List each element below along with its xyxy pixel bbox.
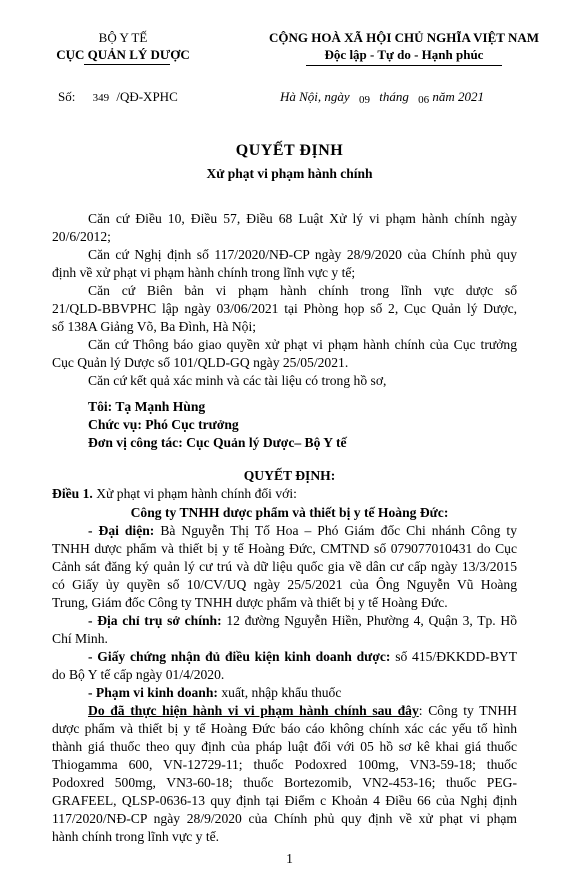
issue-date-day: 09 (358, 94, 370, 106)
decision-heading: QUYẾT ĐỊNH: (243, 468, 336, 483)
violator-details (52, 522, 517, 846)
doc-number-suffix: /QĐ-XPHC (116, 89, 178, 104)
business-scope-label: - Phạm vi kinh doanh: (88, 685, 218, 700)
document-subtitle: Xử phạt vi phạm hành chính (206, 166, 373, 181)
violation-line-5: Podoxred 500mg, VN3-60-18; thuốc Bortezomib, VN2-453-16; thuốc PEG- (52, 775, 517, 790)
representative-line-3: Cảnh sát đăng ký quản lý cư trú và dữ liệu quốc gia về dân cư cấp ngày 13/3/2015 (52, 559, 517, 574)
violation-line-7: 117/2020/NĐ-CP ngày 28/9/2020 của Chính phủ quy định về xử phạt vi phạm (52, 811, 517, 826)
issue-date-month-label: tháng (379, 89, 409, 104)
violation-line-1: Do đã thực hiện hành vi vi phạm hành chính sau đây: Công ty TNHH (88, 703, 517, 718)
agency-name-text: CỤC QUẢN LÝ DƯỢC (56, 47, 190, 62)
violation-line-2: dược phẩm và thiết bị y tế Hoàng Đức báo cáo không chính xác các yếu tố hình (52, 721, 517, 736)
legal-basis-2-line-2: định về xử phạt vi phạm hành chính trong lĩnh vực y tế; (52, 265, 356, 280)
agency-underline (84, 64, 170, 65)
representative-line-5: Trung, Giám đốc Công ty TNHH dược phẩm và thiết bị y tế Hoàng Đức. (52, 595, 448, 610)
document-title: QUYẾT ĐỊNH (235, 142, 344, 159)
violation-line-8: hành chính trong lĩnh vực y tế. (52, 829, 220, 844)
certificate-label: - Giấy chứng nhận đủ điều kiện kinh doanh dược: (88, 649, 391, 664)
legal-basis-4-line-2: Cục Quản lý Dược số 101/QLD-GQ ngày 25/05/2021. (52, 355, 349, 370)
legal-basis-3-line-2: 21/QLD-BBVPHC lập ngày 03/06/2021 tại Phòng họp số 2, Cục Quản lý Dược, (52, 301, 517, 316)
ministry-name: BỘ Y TẾ (98, 30, 148, 45)
legal-basis-1-line-2: 20/6/2012; (52, 229, 111, 244)
legal-basis-5-line-1: Căn cứ kết quả xác minh và các tài liệu có trong hồ sơ, (88, 373, 387, 388)
violation-line-4: Thiogamma 600, VN-12729-11; thuốc Podoxred 100mg, VN3-59-18; thuốc (52, 757, 517, 772)
country-name: CỘNG HOÀ XÃ HỘI CHỦ NGHĨA VIỆT NAM (268, 30, 540, 45)
issue-date (280, 89, 484, 106)
issue-date-year: năm 2021 (432, 89, 484, 104)
agency-name (48, 47, 198, 63)
legal-bases (52, 210, 517, 390)
issue-date-month: 06 (418, 94, 430, 106)
certificate-line-1: - Giấy chứng nhận đủ điều kiện kinh doanh dược: số 415/ĐKKDD-BYT (88, 649, 518, 664)
doc-number-value: 349 (92, 92, 110, 104)
violation-line-3: thành giá thuốc theo quy định của pháp luật đối với 05 hồ sơ kê khai giá thuốc (52, 739, 517, 754)
page-number: 1 (286, 851, 293, 866)
national-motto: Độc lập - Tự do - Hạnh phúc (324, 47, 484, 62)
violator-company: Công ty TNHH dược phẩm và thiết bị y tế Hoàng Đức: (130, 505, 449, 520)
legal-basis-3-line-3: số 138A Giảng Võ, Ba Đình, Hà Nội; (52, 319, 257, 334)
article-1-text: Xử phạt vi phạm hành chính đối với: (96, 486, 297, 501)
article-1-label: Điều 1. (52, 486, 93, 501)
violation-line-6: GRAFEEL, QLSP-0636-13 quy định tại Điểm c Khoản 4 Điều 66 của Nghị định (52, 793, 517, 808)
address-line-1: - Địa chỉ trụ sở chính: 12 đường Nguyễn Hiền, Phường 4, Quận 3, Tp. Hồ (88, 613, 517, 628)
legal-basis-2-line-1: Căn cứ Nghị định số 117/2020/NĐ-CP ngày 28/9/2020 của Chính phủ quy (88, 247, 517, 262)
motto-underline (306, 65, 502, 66)
signer-name: Tôi: Tạ Mạnh Hùng (88, 399, 206, 414)
address-label: - Địa chỉ trụ sở chính: (88, 613, 222, 628)
representative-line-4: có Giấy ủy quyền số 10/CV/UQ ngày 25/5/2021 của Ông Nguyễn Vũ Hoàng (52, 577, 517, 592)
doc-number-label: Số: (58, 89, 76, 104)
legal-basis-4-line-1: Căn cứ Thông báo giao quyền xử phạt vi phạm hành chính của Cục trưởng (88, 337, 517, 352)
representative-line-1: - Đại diện: Bà Nguyễn Thị Tố Hoa – Phó Giám đốc Chi nhánh Công ty (88, 523, 518, 538)
signer-position: Chức vụ: Phó Cục trưởng (88, 417, 239, 432)
violation-label: Do đã thực hiện hành vi vi phạm hành chính sau đây (88, 703, 419, 718)
issue-date-place: Hà Nội, ngày (280, 89, 350, 104)
doc-number (58, 89, 178, 106)
certificate-line-2: do Bộ Y tế cấp ngày 01/4/2020. (52, 667, 225, 682)
legal-basis-1-line-1: Căn cứ Điều 10, Điều 57, Điều 68 Luật Xử lý vi phạm hành chính ngày (88, 211, 517, 226)
address-line-2: Chí Minh. (52, 631, 108, 646)
business-scope: - Phạm vi kinh doanh: xuất, nhập khẩu thuốc (88, 685, 342, 700)
article-1 (52, 485, 297, 503)
representative-label: - Đại diện: (88, 523, 155, 538)
signer-unit: Đơn vị công tác: Cục Quản lý Dược– Bộ Y tế (88, 435, 347, 450)
representative-line-2: TNHH dược phẩm và thiết bị y tế Hoàng Đức, CMTND số 079077010431 do Cục (52, 541, 517, 556)
legal-basis-3-line-1: Căn cứ Biên bản vi phạm hành chính trong lĩnh vực dược số (88, 283, 517, 298)
